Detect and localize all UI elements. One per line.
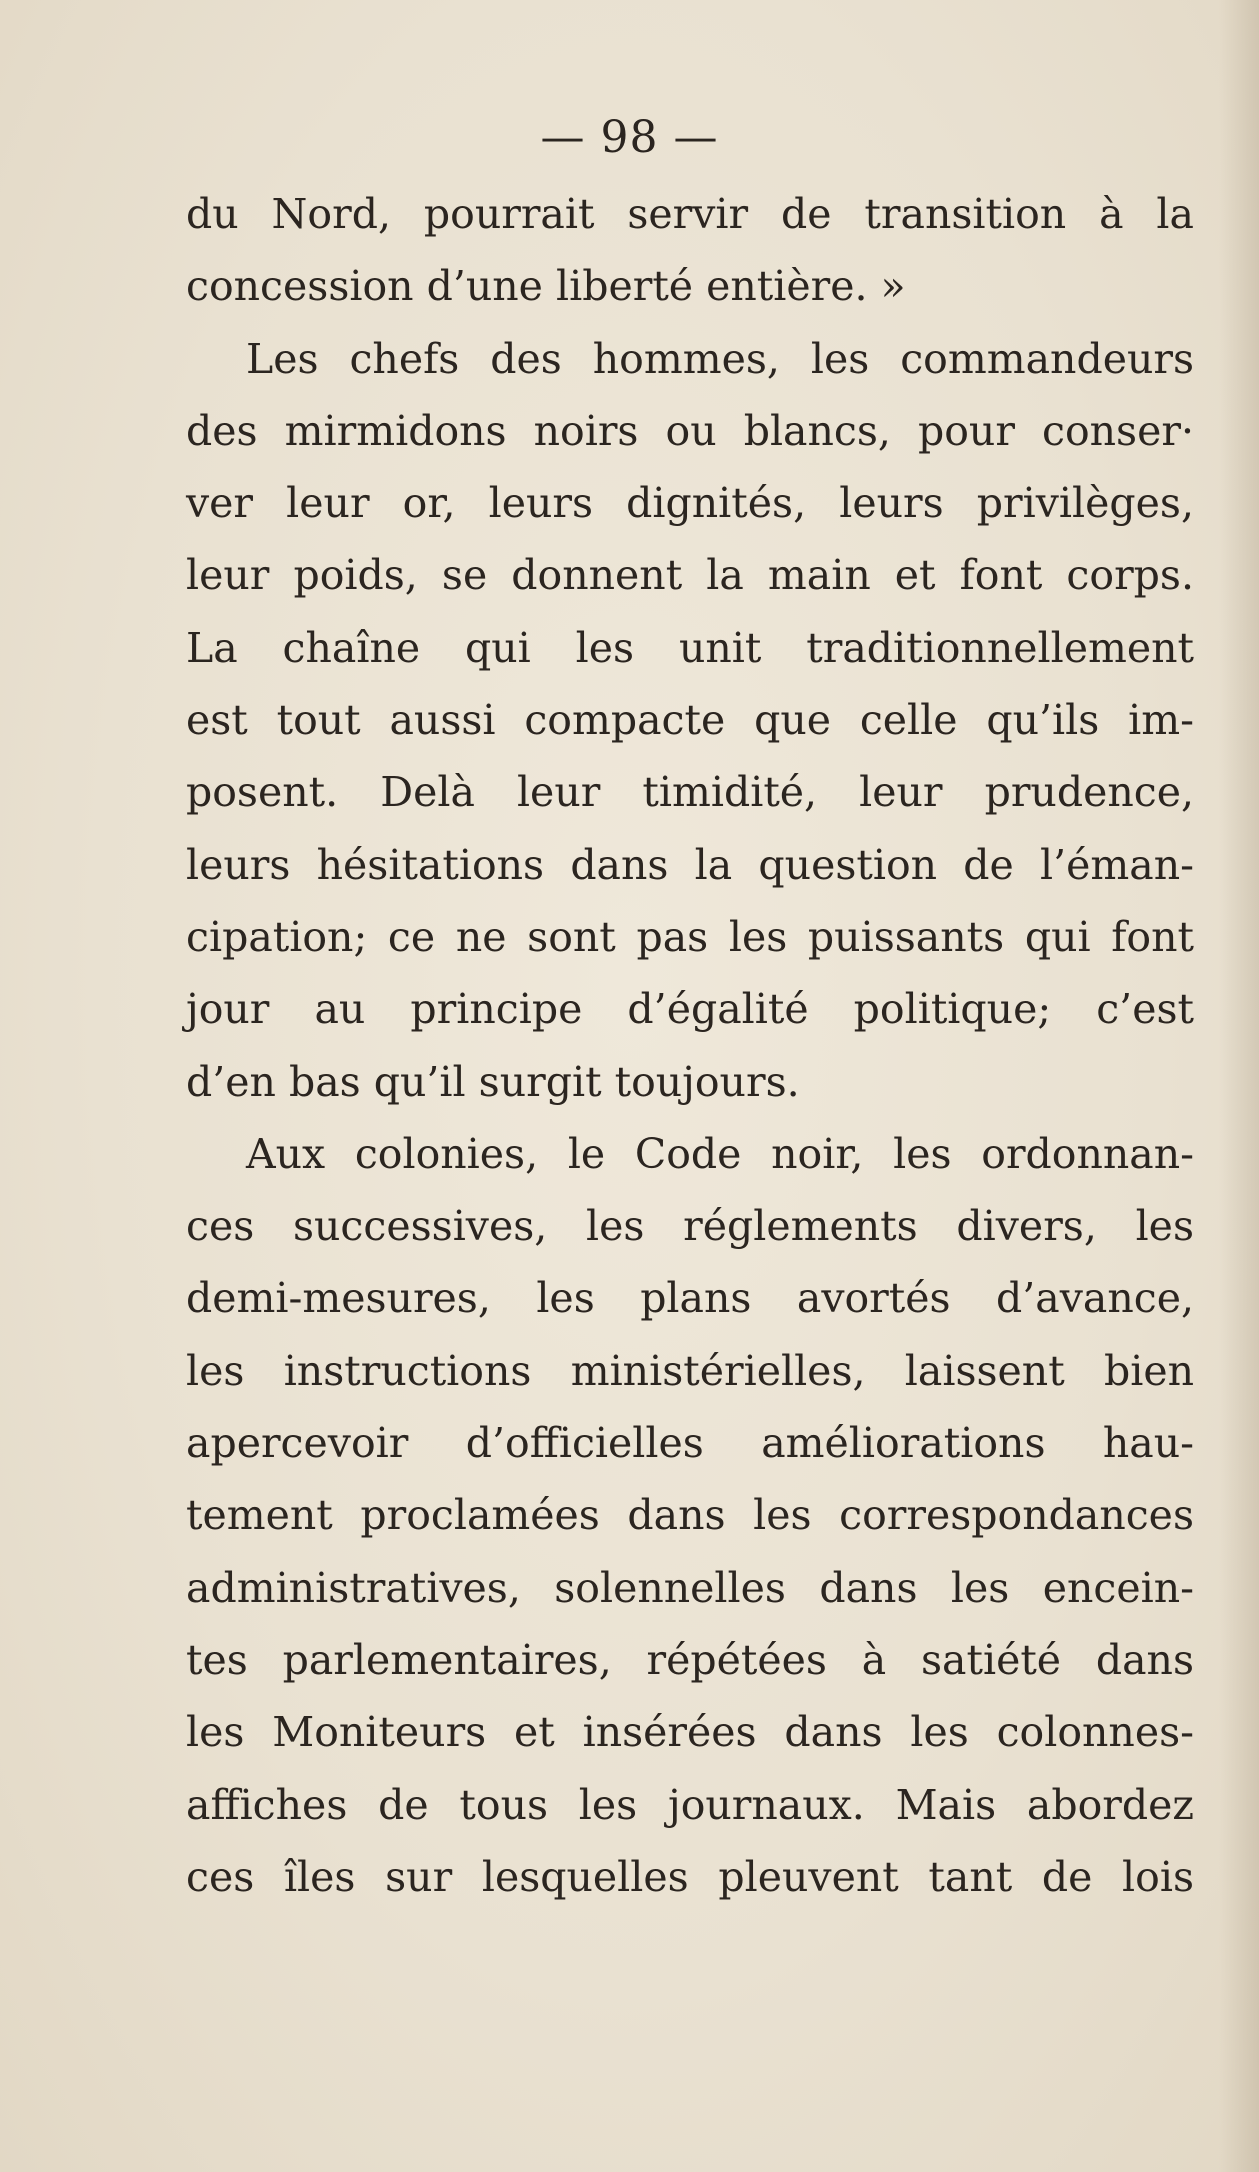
page-number: — 98 — xyxy=(540,112,719,163)
text-line: jour au principe d’égalité politique; c’est xyxy=(186,985,1194,1034)
paragraph-first-line: Aux colonies, le Code noir, les ordonnan- xyxy=(246,1129,1194,1178)
text-line: tes parlementaires, répétées à satiété dans xyxy=(186,1635,1194,1684)
text-line: tement proclamées dans les correspondances xyxy=(186,1491,1194,1540)
paragraph-first-line: Les chefs des hommes, les commandeurs xyxy=(246,334,1194,383)
text-line: ces îles sur lesquelles pleuvent tant de lois xyxy=(186,1852,1194,1901)
text-line: administratives, solennelles dans les encein- xyxy=(186,1563,1194,1612)
text-line: est tout aussi compacte que celle qu’ils im- xyxy=(186,696,1194,745)
text-line: apercevoir d’officielles améliorations hau- xyxy=(186,1419,1194,1468)
text-line: des mirmidons noirs ou blancs, pour conser· xyxy=(186,406,1194,455)
text-line: ces successives, les réglements divers, les xyxy=(186,1202,1194,1251)
text-line: les Moniteurs et insérées dans les colonnes- xyxy=(186,1708,1194,1757)
text-line: demi-mesures, les plans avortés d’avance, xyxy=(186,1274,1194,1323)
text-line: cipation; ce ne sont pas les puissants qui font xyxy=(186,912,1194,961)
text-line: les instructions ministérielles, laissent bien xyxy=(186,1346,1194,1395)
text-line: La chaîne qui les unit traditionnellement xyxy=(186,623,1194,672)
text-line: leurs hésitations dans la question de l’éman- xyxy=(186,840,1194,889)
text-line: d’en bas qu’il surgit toujours. xyxy=(186,1057,800,1106)
text-line: concession d’une liberté entière. » xyxy=(186,262,906,311)
page-edge-shadow xyxy=(1219,0,1259,2172)
text-line: affiches de tous les journaux. Mais abordez xyxy=(186,1780,1194,1829)
text-line: posent. Delà leur timidité, leur prudence, xyxy=(186,768,1194,817)
text-line: ver leur or, leurs dignités, leurs privilèges, xyxy=(186,479,1194,528)
text-line: du Nord, pourrait servir de transition à la xyxy=(186,190,1194,238)
body-text xyxy=(186,178,1194,1913)
text-line: leur poids, se donnent la main et font corps. xyxy=(186,551,1194,600)
